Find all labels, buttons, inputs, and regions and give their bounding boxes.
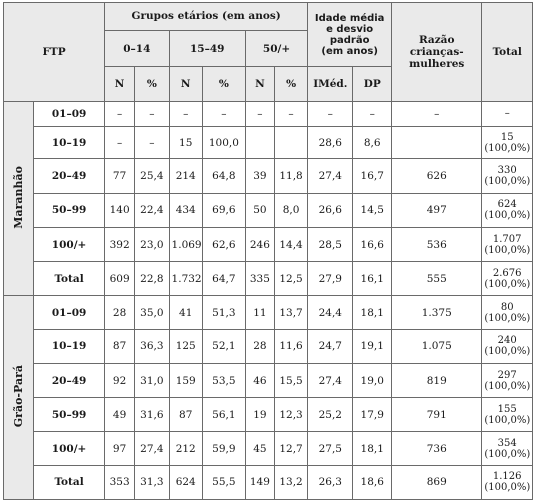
cell-n1: – — [105, 101, 135, 127]
cell-razao: 497 — [392, 193, 482, 227]
total-percent: (100,0%) — [484, 448, 531, 460]
total-percent: (100,0%) — [484, 482, 531, 494]
cell-p2: 62,6 — [202, 227, 245, 261]
cell-imed: 27,5 — [308, 432, 353, 465]
total-percent: (100,0%) — [484, 312, 531, 324]
cell-razao: 1.375 — [392, 296, 482, 329]
cell-total — [482, 329, 533, 363]
total-percent: (100,0%) — [484, 244, 531, 256]
cell-total — [482, 296, 533, 329]
ftp-label: 50–99 — [34, 398, 105, 432]
cell-n3 — [245, 127, 274, 159]
cell-total — [482, 193, 533, 227]
ftp-label: 100/+ — [34, 432, 105, 465]
total-percent: (100,0%) — [484, 278, 531, 290]
cell-n2: 159 — [169, 363, 202, 397]
total-value: 15 — [500, 131, 514, 143]
cell-razao: 536 — [392, 227, 482, 261]
table-row — [4, 296, 533, 329]
cell-total — [482, 465, 533, 499]
header-idade-media — [308, 3, 392, 67]
cell-imed: – — [308, 101, 353, 127]
cell-dp: 19,1 — [353, 329, 392, 363]
cell-razao: 1.075 — [392, 329, 482, 363]
cell-imed: 24,7 — [308, 329, 353, 363]
cell-p2: 69,6 — [202, 193, 245, 227]
header-idade-line-3: padrão — [329, 34, 370, 46]
total-percent: (100,0%) — [484, 346, 531, 358]
table-row — [4, 159, 533, 193]
cell-n2: 214 — [169, 159, 202, 193]
table-row — [4, 101, 533, 127]
cell-dp: 14,5 — [353, 193, 392, 227]
table-row — [4, 432, 533, 465]
ftp-label: 01–09 — [34, 296, 105, 329]
cell-razao: 736 — [392, 432, 482, 465]
region-label-cell — [4, 101, 34, 296]
header-ftp: FTP — [4, 3, 105, 102]
cell-p3: 13,2 — [274, 465, 307, 499]
cell-n3: 50 — [245, 193, 274, 227]
cell-p1: 31,6 — [135, 398, 169, 432]
total-value: 330 — [497, 164, 517, 176]
cell-n1: 97 — [105, 432, 135, 465]
header-n: N — [105, 67, 135, 101]
cell-p3: 12,7 — [274, 432, 307, 465]
table-row — [4, 363, 533, 397]
cell-dp: 19,0 — [353, 363, 392, 397]
cell-dp: 16,6 — [353, 227, 392, 261]
header-dp: DP — [353, 67, 392, 101]
cell-total — [482, 227, 533, 261]
cell-p2: 64,8 — [202, 159, 245, 193]
cell-imed: 28,5 — [308, 227, 353, 261]
cell-n2: 125 — [169, 329, 202, 363]
cell-total — [482, 159, 533, 193]
cell-razao — [392, 127, 482, 159]
cell-p3: 8,0 — [274, 193, 307, 227]
total-value: 2.676 — [492, 267, 522, 279]
ftp-label: 10–19 — [34, 127, 105, 159]
total-value: 297 — [497, 369, 517, 381]
cell-p3: 14,4 — [274, 227, 307, 261]
cell-n2: 1.069 — [169, 227, 202, 261]
cell-total — [482, 262, 533, 296]
header-razao: Razão crianças-mulheres — [392, 3, 482, 102]
cell-n2: 212 — [169, 432, 202, 465]
cell-imed: 27,4 — [308, 363, 353, 397]
cell-n1: 87 — [105, 329, 135, 363]
cell-dp: 8,6 — [353, 127, 392, 159]
cell-p3: 13,7 — [274, 296, 307, 329]
cell-p2: 56,1 — [202, 398, 245, 432]
cell-p1: 22,8 — [135, 262, 169, 296]
data-table — [3, 2, 533, 500]
cell-dp: 18,1 — [353, 432, 392, 465]
table-row — [4, 227, 533, 261]
total-value: 354 — [497, 437, 517, 449]
cell-n2: 87 — [169, 398, 202, 432]
cell-imed: 27,4 — [308, 159, 353, 193]
ftp-label: 50–99 — [34, 193, 105, 227]
cell-total — [482, 398, 533, 432]
cell-dp: – — [353, 101, 392, 127]
cell-p1: – — [135, 127, 169, 159]
cell-p1: 31,0 — [135, 363, 169, 397]
cell-razao: 626 — [392, 159, 482, 193]
cell-imed: 25,2 — [308, 398, 353, 432]
total-value: 240 — [497, 335, 517, 347]
cell-n3: – — [245, 101, 274, 127]
header-n: N — [169, 67, 202, 101]
cell-imed: 28,6 — [308, 127, 353, 159]
region-label-cell — [4, 296, 34, 500]
cell-p2: 53,5 — [202, 363, 245, 397]
table-row — [4, 127, 533, 159]
cell-n3: 246 — [245, 227, 274, 261]
cell-razao: 555 — [392, 262, 482, 296]
header-total: Total — [482, 3, 533, 102]
cell-n3: 335 — [245, 262, 274, 296]
cell-p2: – — [202, 101, 245, 127]
cell-razao: 791 — [392, 398, 482, 432]
cell-p2: 52,1 — [202, 329, 245, 363]
cell-n1: 49 — [105, 398, 135, 432]
cell-p3: – — [274, 101, 307, 127]
header-idade-line-2: e desvio — [326, 23, 374, 35]
cell-imed: 27,9 — [308, 262, 353, 296]
cell-p1: 31,3 — [135, 465, 169, 499]
cell-razao: 819 — [392, 363, 482, 397]
cell-p3: 15,5 — [274, 363, 307, 397]
total-percent: (100,0%) — [484, 414, 531, 426]
header-pct: % — [202, 67, 245, 101]
cell-dp: 16,7 — [353, 159, 392, 193]
cell-dp: 18,6 — [353, 465, 392, 499]
ftp-label: 20–49 — [34, 363, 105, 397]
cell-total — [482, 127, 533, 159]
header-pct: % — [135, 67, 169, 101]
cell-dp: 16,1 — [353, 262, 392, 296]
cell-n2: 624 — [169, 465, 202, 499]
cell-n2: 41 — [169, 296, 202, 329]
table-body — [4, 101, 533, 499]
cell-n1: 77 — [105, 159, 135, 193]
cell-p3: 12,5 — [274, 262, 307, 296]
cell-n3: 46 — [245, 363, 274, 397]
cell-total — [482, 432, 533, 465]
cell-p3: 12,3 — [274, 398, 307, 432]
cell-n1: – — [105, 127, 135, 159]
cell-n1: 92 — [105, 363, 135, 397]
cell-p2: 51,3 — [202, 296, 245, 329]
cell-p2: 100,0 — [202, 127, 245, 159]
cell-p2: 55,5 — [202, 465, 245, 499]
cell-n3: 28 — [245, 329, 274, 363]
total-percent: (100,0%) — [484, 175, 531, 187]
cell-n1: 392 — [105, 227, 135, 261]
cell-razao: 869 — [392, 465, 482, 499]
table-row — [4, 262, 533, 296]
cell-n1: 140 — [105, 193, 135, 227]
cell-n2: 15 — [169, 127, 202, 159]
cell-n3: 149 — [245, 465, 274, 499]
cell-n1: 609 — [105, 262, 135, 296]
cell-total — [482, 363, 533, 397]
ftp-label: 01–09 — [34, 101, 105, 127]
total-percent: (100,0%) — [484, 380, 531, 392]
header-age-50-plus: 50/+ — [245, 30, 307, 66]
cell-p2: 64,7 — [202, 262, 245, 296]
ftp-label: 10–19 — [34, 329, 105, 363]
header-imed: IMéd. — [308, 67, 353, 101]
cell-imed: 26,6 — [308, 193, 353, 227]
header-idade-line-1: Idade média — [314, 12, 385, 24]
cell-p1: 23,0 — [135, 227, 169, 261]
cell-p1: 25,4 — [135, 159, 169, 193]
ftp-label: Total — [34, 465, 105, 499]
cell-n2: 434 — [169, 193, 202, 227]
cell-razao: – — [392, 101, 482, 127]
header-age-0-14: 0–14 — [105, 30, 169, 66]
cell-p3 — [274, 127, 307, 159]
ftp-label: 100/+ — [34, 227, 105, 261]
total-percent: (100,0%) — [484, 210, 531, 222]
cell-dp: 18,1 — [353, 296, 392, 329]
cell-n3: 19 — [245, 398, 274, 432]
region-label: Grão-Pará — [12, 365, 26, 428]
cell-dp: 17,9 — [353, 398, 392, 432]
total-value: 80 — [500, 301, 514, 313]
cell-p3: 11,6 — [274, 329, 307, 363]
cell-n3: 39 — [245, 159, 274, 193]
total-value: 624 — [497, 199, 517, 211]
cell-imed: 26,3 — [308, 465, 353, 499]
header-age-15-49: 15–49 — [169, 30, 245, 66]
cell-n2: 1.732 — [169, 262, 202, 296]
cell-n1: 28 — [105, 296, 135, 329]
table-row — [4, 398, 533, 432]
header-n: N — [245, 67, 274, 101]
ftp-label: Total — [34, 262, 105, 296]
total-value: 1.126 — [492, 471, 522, 483]
cell-n3: 11 — [245, 296, 274, 329]
total-value: – — [504, 108, 510, 120]
total-value: 1.707 — [492, 233, 522, 245]
cell-p1: – — [135, 101, 169, 127]
cell-total — [482, 101, 533, 127]
cell-n2: – — [169, 101, 202, 127]
table-row — [4, 465, 533, 499]
cell-p1: 27,4 — [135, 432, 169, 465]
cell-imed: 24,4 — [308, 296, 353, 329]
region-label: Maranhão — [12, 165, 26, 229]
table-row — [4, 329, 533, 363]
table-row — [4, 193, 533, 227]
header-idade-line-4: (em anos) — [321, 45, 378, 57]
ftp-label: 20–49 — [34, 159, 105, 193]
cell-p2: 59,9 — [202, 432, 245, 465]
header-grupos-etarios: Grupos etários (em anos) — [105, 3, 308, 31]
total-value: 155 — [497, 403, 517, 415]
cell-p3: 11,8 — [274, 159, 307, 193]
cell-p1: 22,4 — [135, 193, 169, 227]
cell-n3: 45 — [245, 432, 274, 465]
cell-p1: 35,0 — [135, 296, 169, 329]
cell-p1: 36,3 — [135, 329, 169, 363]
total-percent: (100,0%) — [484, 142, 531, 154]
header-pct: % — [274, 67, 307, 101]
cell-n1: 353 — [105, 465, 135, 499]
